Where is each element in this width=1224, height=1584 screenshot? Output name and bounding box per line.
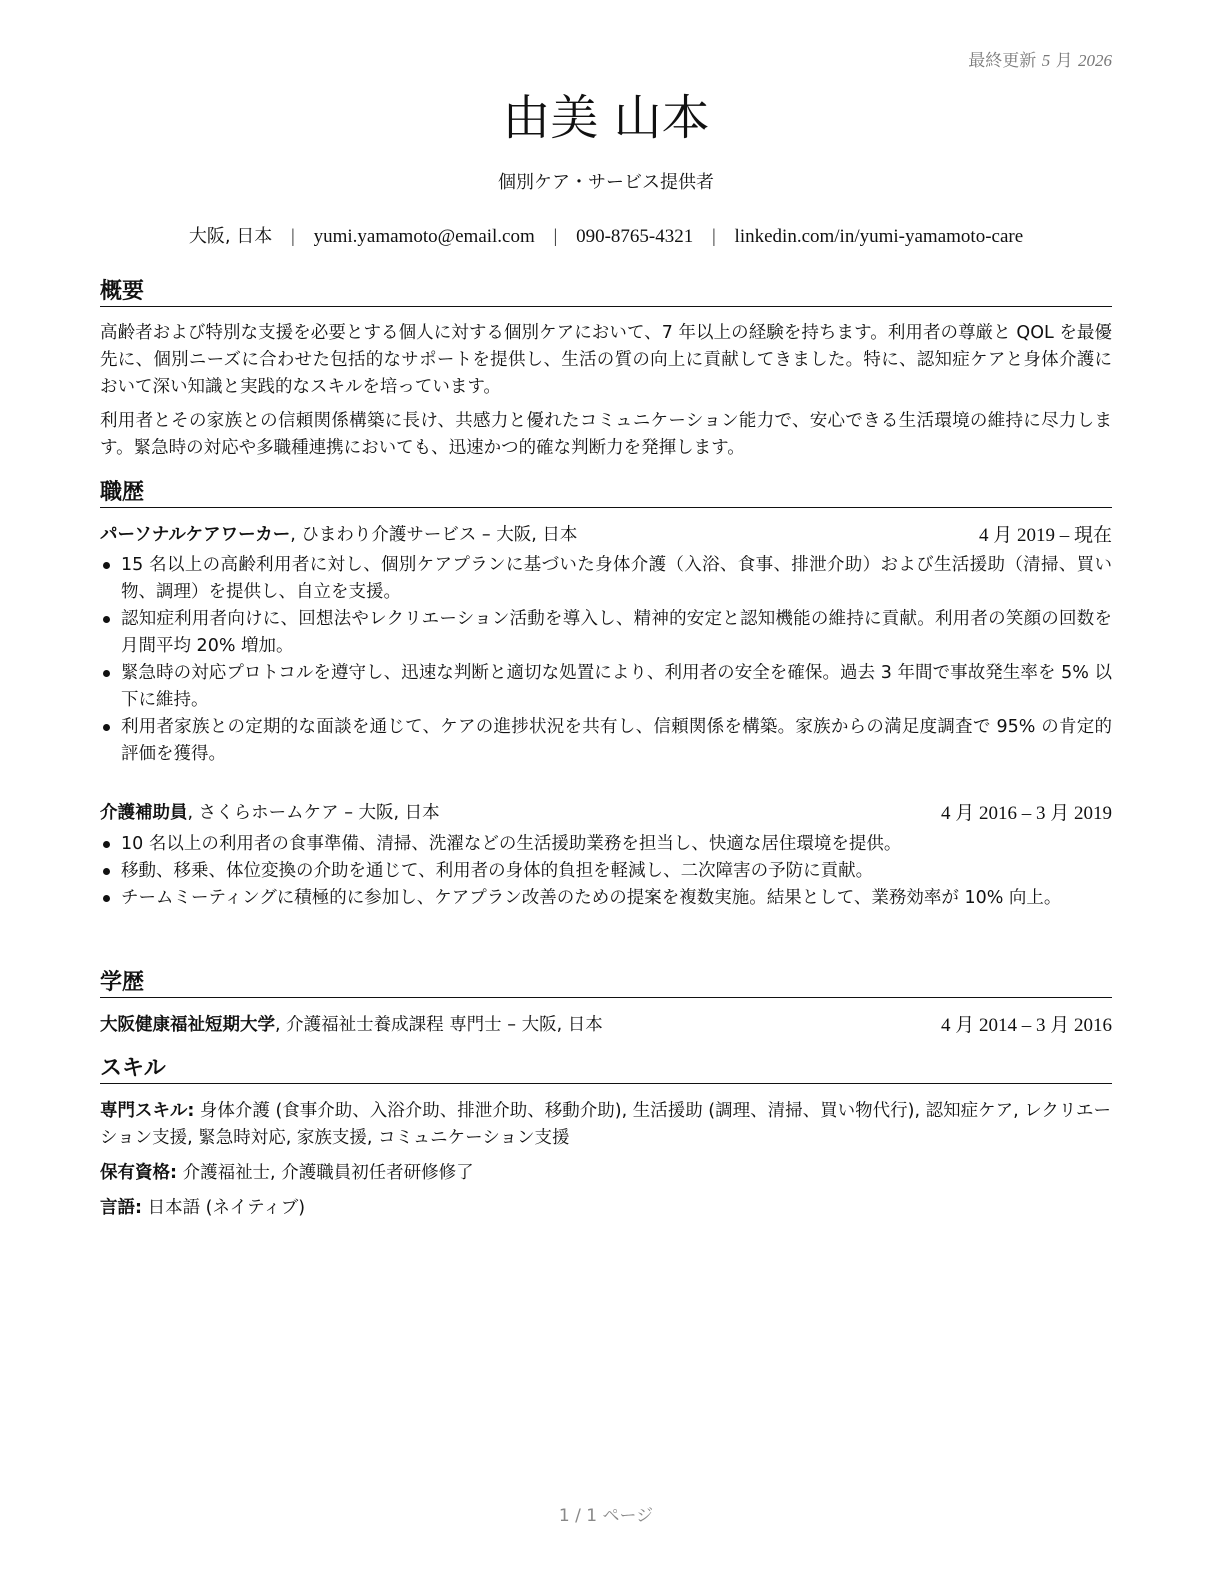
list-item: チームミーティングに積極的に参加し、ケアプラン改善のための提案を複数実施。結果として、業務効率が 10% 向上。 [100, 885, 1112, 912]
education-dates: 4 月 2014 – 3 月 2016 [940, 1015, 1112, 1036]
contact-separator: | [553, 226, 558, 247]
skills-label: 保有資格: [100, 1163, 177, 1183]
list-item: 15 名以上の高齢利用者に対し、個別ケアプランに基づいた身体介護（入浴、食事、排泄介助）および生活援助（清掃、買い物、調理）を提供し、自立を支援。 [100, 552, 1112, 606]
education-entry [100, 1012, 1112, 1039]
contact-email[interactable]: yumi.yamamoto@email.com [313, 226, 535, 247]
contact-line [100, 224, 1112, 250]
skills-label: 専門スキル: [100, 1101, 195, 1121]
candidate-name: 由美 山本 [502, 90, 710, 146]
job-header [100, 522, 1112, 549]
education-detail: , 介護福祉士養成課程 専門士 – 大阪, 日本 [275, 1015, 603, 1035]
skills-label: 言語: [100, 1198, 142, 1218]
section-title-education: 学歴 [100, 969, 1112, 998]
job-header [100, 800, 1112, 827]
list-item: 緊急時の対応プロトコルを遵守し、迅速な判断と適切な処置により、利用者の安全を確保。過去 3 年間で事故発生率を 5% 以下に維持。 [100, 660, 1112, 714]
resume-page [100, 0, 1112, 1584]
job-org: , ひまわり介護サービス – 大阪, 日本 [290, 525, 578, 545]
last-updated-unit: 月 [1055, 51, 1073, 71]
job-bullets [100, 831, 1112, 912]
job-org: , さくらホームケア – 大阪, 日本 [187, 803, 440, 823]
job-bullets [100, 552, 1112, 768]
list-item: 認知症利用者向けに、回想法やレクリエーション活動を導入し、精神的安定と認知機能の維持に貢献。利用者の笑顔の回数を月間平均 20% 増加。 [100, 606, 1112, 660]
skills-value: 日本語 (ネイティブ) [142, 1198, 306, 1218]
skills-value: 介護福祉士, 介護職員初任者研修修了 [177, 1163, 474, 1183]
skills-specialty [100, 1098, 1112, 1152]
section-title-summary: 概要 [100, 278, 1112, 307]
contact-separator: | [291, 226, 295, 247]
last-updated-year: 2026 [1078, 51, 1112, 70]
job-dates: 4 月 2019 – 現在 [978, 525, 1112, 546]
list-item: 移動、移乗、体位変換の介助を通じて、利用者の身体的負担を軽減し、二次障害の予防に貢献。 [100, 858, 1112, 885]
last-updated [968, 46, 1112, 71]
page-number: 1 / 1 ページ [558, 1506, 654, 1526]
contact-separator: | [711, 226, 716, 247]
job-role: パーソナルケアワーカー [100, 525, 291, 545]
skills-certifications [100, 1160, 1112, 1187]
section-title-skills: スキル [100, 1055, 1112, 1084]
summary-paragraph: 高齢者および特別な支援を必要とする個人に対する個別ケアにおいて、7 年以上の経験を持ちます。利用者の尊厳と QOL を最優先に、個別ニーズに合わせた包括的なサポートを提供し、生活の質の向上に貢献してきました。特に、認知症ケアと身体介護において深い知識と実践的なスキルを培っています。 [100, 323, 1112, 397]
section-title-experience: 職歴 [100, 479, 1112, 508]
list-item: 10 名以上の利用者の食事準備、清掃、洗濯などの生活援助業務を担当し、快適な居住環境を提供。 [100, 831, 1112, 858]
list-item: 利用者家族との定期的な面談を通じて、ケアの進捗状況を共有し、信頼関係を構築。家族からの満足度調査で 95% の肯定的評価を獲得。 [100, 714, 1112, 768]
skills-languages [100, 1195, 1112, 1222]
contact-linkedin[interactable]: linkedin.com/in/yumi-yamamoto-care [734, 226, 1024, 247]
education-school: 大阪健康福祉短期大学 [100, 1015, 275, 1035]
summary-paragraph: 利用者とその家族との信頼関係構築に長け、共感力と優れたコミュニケーション能力で、安心できる生活環境の維持に尽力します。緊急時の対応や多職種連携においても、迅速かつ的確な判断力を発揮します。 [100, 411, 1112, 458]
skills-value: 身体介護 (食事介助、入浴介助、排泄介助、移動介助), 生活援助 (調理、清掃、買い物代行), 認知症ケア, レクリエーション支援, 緊急時対応, 家族支援, コミュニケーション支援 [100, 1101, 1111, 1148]
candidate-subtitle: 個別ケア・サービス提供者 [498, 172, 714, 193]
job-dates: 4 月 2016 – 3 月 2019 [940, 803, 1112, 824]
contact-location: 大阪, 日本 [188, 226, 273, 247]
job-role: 介護補助員 [100, 803, 188, 823]
contact-phone[interactable]: 090-8765-4321 [576, 226, 694, 247]
last-updated-label: 最終更新 [968, 51, 1037, 71]
last-updated-month: 5 [1041, 51, 1051, 70]
